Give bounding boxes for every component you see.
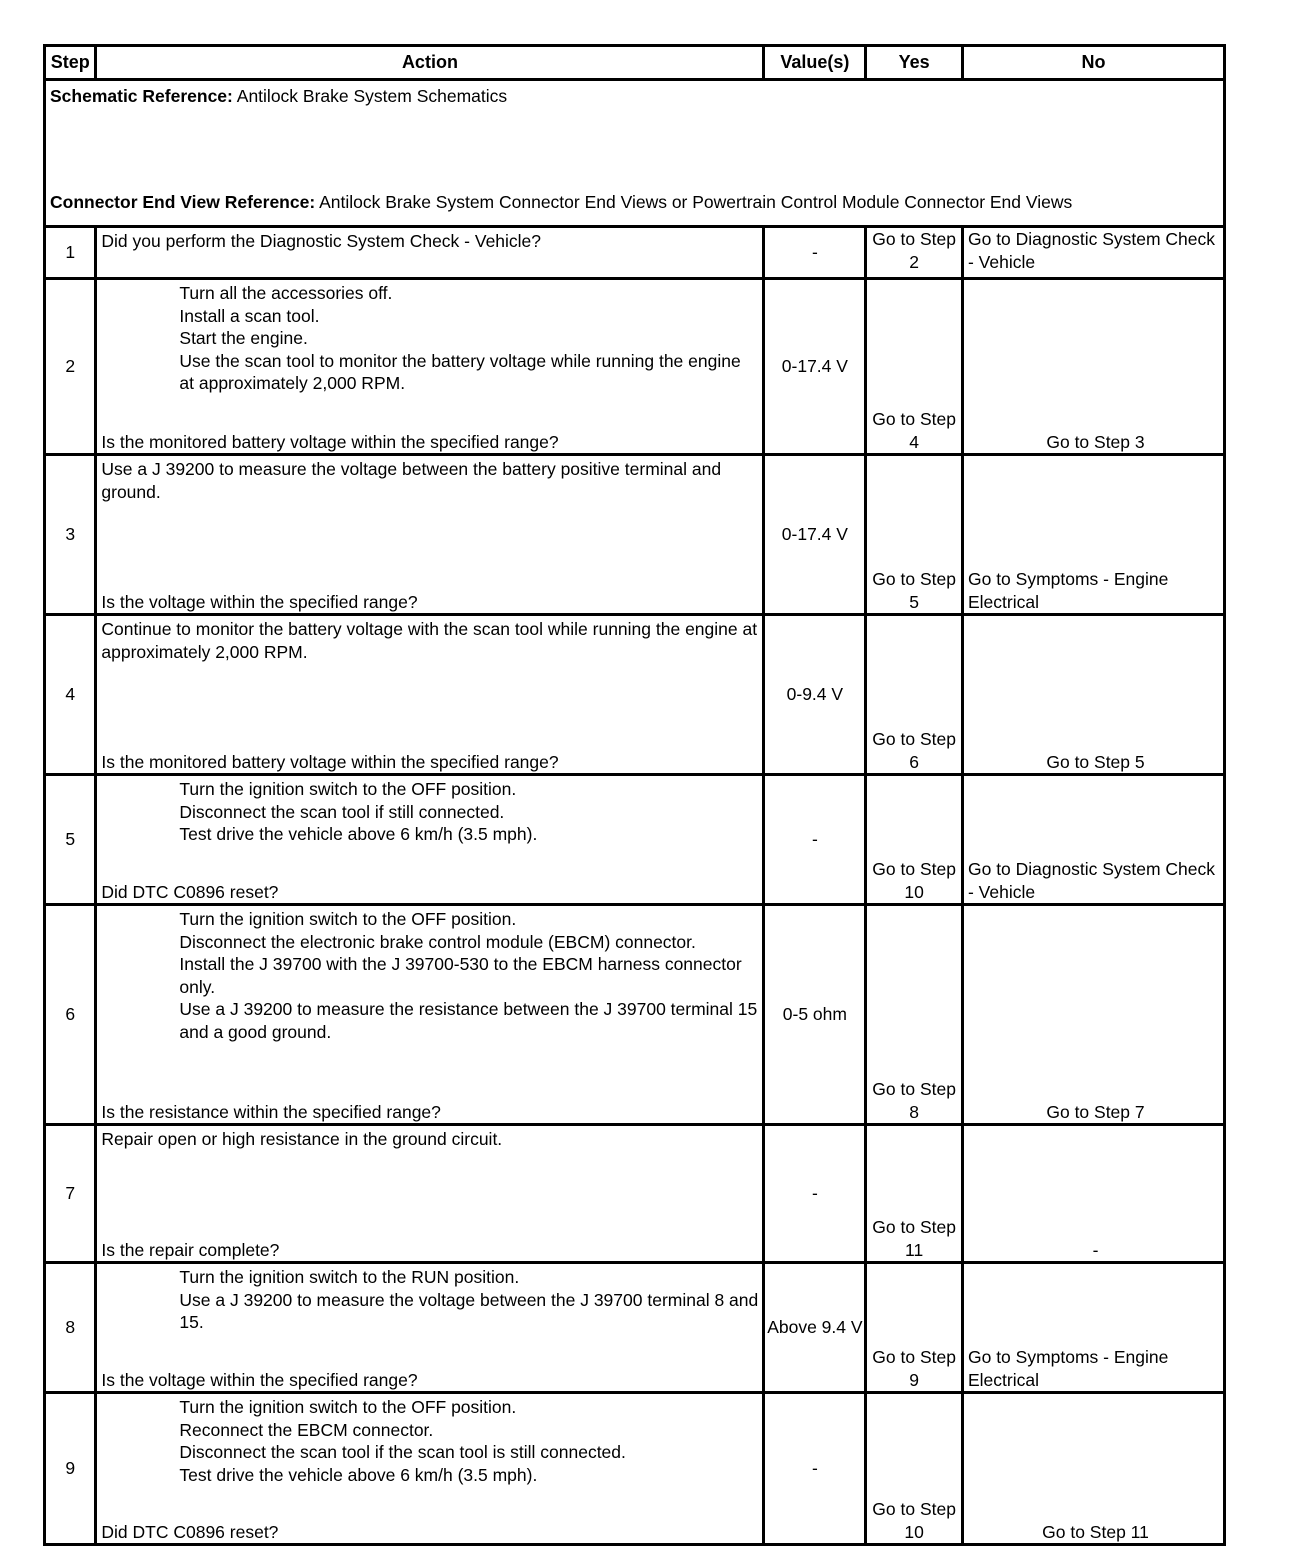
action-line: Start the engine. — [179, 328, 308, 348]
schematic-reference: Schematic Reference: Antilock Brake System Schematics — [50, 86, 508, 106]
action-question: Is the repair complete? — [101, 1239, 280, 1260]
action-line: Use the scan tool to monitor the battery voltage while running the engine at approximately 2,000 RPM. — [179, 350, 741, 393]
action-question: Is the resistance within the specified range? — [101, 1101, 441, 1122]
action-line: Turn the ignition switch to the OFF position. — [179, 909, 517, 929]
no-cell: Go to Symptoms - Engine Electrical — [962, 1263, 1224, 1393]
action-line: Turn the ignition switch to the RUN position. — [179, 1267, 520, 1287]
header-row — [45, 46, 1225, 80]
table-row — [45, 1125, 1225, 1263]
header-step: Step — [45, 46, 96, 80]
no-cell: Go to Diagnostic System Check - Vehicle — [962, 775, 1224, 905]
value-cell: 0-17.4 V — [764, 455, 866, 615]
yes-cell: Go to Step 4 — [866, 279, 963, 455]
table-row — [45, 1393, 1225, 1545]
yes-cell: Go to Step 5 — [866, 455, 963, 615]
action-line: Turn the ignition switch to the OFF position. — [179, 1397, 517, 1417]
action-line: Continue to monitor the battery voltage with the scan tool while running the engine at approximately 2,000 RPM. — [101, 619, 758, 662]
reference-row — [45, 80, 1225, 227]
yes-cell: Go to Step 6 — [866, 615, 963, 775]
action-question: Is the monitored battery voltage within the specified range? — [101, 431, 559, 452]
value-cell: 0-5 ohm — [764, 905, 866, 1125]
no-cell: Go to Symptoms - Engine Electrical — [962, 455, 1224, 615]
header-yes: Yes — [866, 46, 963, 80]
value-cell: Above 9.4 V — [764, 1263, 866, 1393]
action-line: Use a J 39200 to measure the voltage between the battery positive terminal and ground. — [101, 459, 722, 502]
action-line: Disconnect the electronic brake control module (EBCM) connector. — [179, 931, 696, 952]
action-line: Disconnect the scan tool if still connected. — [179, 801, 505, 822]
action-line: Test drive the vehicle above 6 km/h (3.5 mph). — [179, 1464, 538, 1485]
header-values: Value(s) — [764, 46, 866, 80]
header-no: No — [962, 46, 1224, 80]
action-line: Turn the ignition switch to the OFF position. — [179, 779, 517, 799]
value-cell: 0-9.4 V — [764, 615, 866, 775]
step-number: 4 — [45, 615, 96, 775]
step-number: 3 — [45, 455, 96, 615]
header-action: Action — [96, 46, 764, 80]
action-cell — [96, 1393, 764, 1545]
step-number: 7 — [45, 1125, 96, 1263]
step-number: 2 — [45, 279, 96, 455]
action-question: Did DTC C0896 reset? — [101, 881, 279, 902]
action-cell — [96, 615, 764, 775]
table-row — [45, 775, 1225, 905]
table-row — [45, 455, 1225, 615]
table-row — [45, 279, 1225, 455]
action-line: Turn all the accessories off. — [179, 283, 393, 303]
yes-cell: Go to Step 11 — [866, 1125, 963, 1263]
action-question: Is the voltage within the specified range? — [101, 1369, 418, 1390]
action-line: Test drive the vehicle above 6 km/h (3.5 mph). — [179, 824, 538, 844]
value-cell: - — [764, 227, 866, 279]
no-cell: - — [962, 1125, 1224, 1263]
value-cell: 0-17.4 V — [764, 279, 866, 455]
no-cell: Go to Step 7 — [962, 905, 1224, 1125]
action-cell — [96, 1125, 764, 1263]
no-cell: Go to Step 11 — [962, 1393, 1224, 1545]
action-line: Use a J 39200 to measure the resistance between the J 39700 terminal 15 and a good ground. — [179, 999, 758, 1042]
value-cell: - — [764, 1393, 866, 1545]
action-line: Reconnect the EBCM connector. — [179, 1419, 434, 1440]
action-cell — [96, 905, 764, 1125]
step-number: 9 — [45, 1393, 96, 1545]
no-cell: Go to Step 3 — [962, 279, 1224, 455]
no-cell: Go to Diagnostic System Check - Vehicle — [962, 227, 1224, 279]
yes-cell: Go to Step 10 — [866, 775, 963, 905]
action-cell — [96, 279, 764, 455]
step-number: 8 — [45, 1263, 96, 1393]
action-line: Repair open or high resistance in the ground circuit. — [101, 1129, 503, 1149]
action-question: Is the voltage within the specified range? — [101, 591, 418, 612]
action-line: Use a J 39200 to measure the voltage between the J 39700 terminal 8 and 15. — [179, 1289, 759, 1332]
action-line: Did you perform the Diagnostic System Check - Vehicle? — [101, 231, 542, 251]
action-line: Install the J 39700 with the J 39700-530 to the EBCM harness connector only. — [179, 954, 742, 997]
action-line: Install a scan tool. — [179, 305, 320, 326]
action-question: Is the monitored battery voltage within the specified range? — [101, 751, 559, 772]
yes-cell: Go to Step 9 — [866, 1263, 963, 1393]
step-number: 6 — [45, 905, 96, 1125]
action-line: Disconnect the scan tool if the scan tool is still connected. — [179, 1442, 626, 1462]
action-cell — [96, 455, 764, 615]
connector-reference: Connector End View Reference: Antilock Brake System Connector End Views or Powertrain Control Module Connector End Views — [50, 192, 1073, 212]
yes-cell: Go to Step 8 — [866, 905, 963, 1125]
diagnostic-table — [43, 44, 1226, 1546]
action-cell — [96, 1263, 764, 1393]
step-number: 1 — [45, 227, 96, 279]
action-cell — [96, 775, 764, 905]
table-row — [45, 905, 1225, 1125]
value-cell: - — [764, 775, 866, 905]
table-row — [45, 227, 1225, 279]
table-row — [45, 615, 1225, 775]
yes-cell: Go to Step 10 — [866, 1393, 963, 1545]
table-row — [45, 1263, 1225, 1393]
value-cell: - — [764, 1125, 866, 1263]
action-question: Did DTC C0896 reset? — [101, 1521, 279, 1542]
yes-cell: Go to Step 2 — [866, 227, 963, 279]
step-number: 5 — [45, 775, 96, 905]
action-cell — [96, 227, 764, 279]
no-cell: Go to Step 5 — [962, 615, 1224, 775]
